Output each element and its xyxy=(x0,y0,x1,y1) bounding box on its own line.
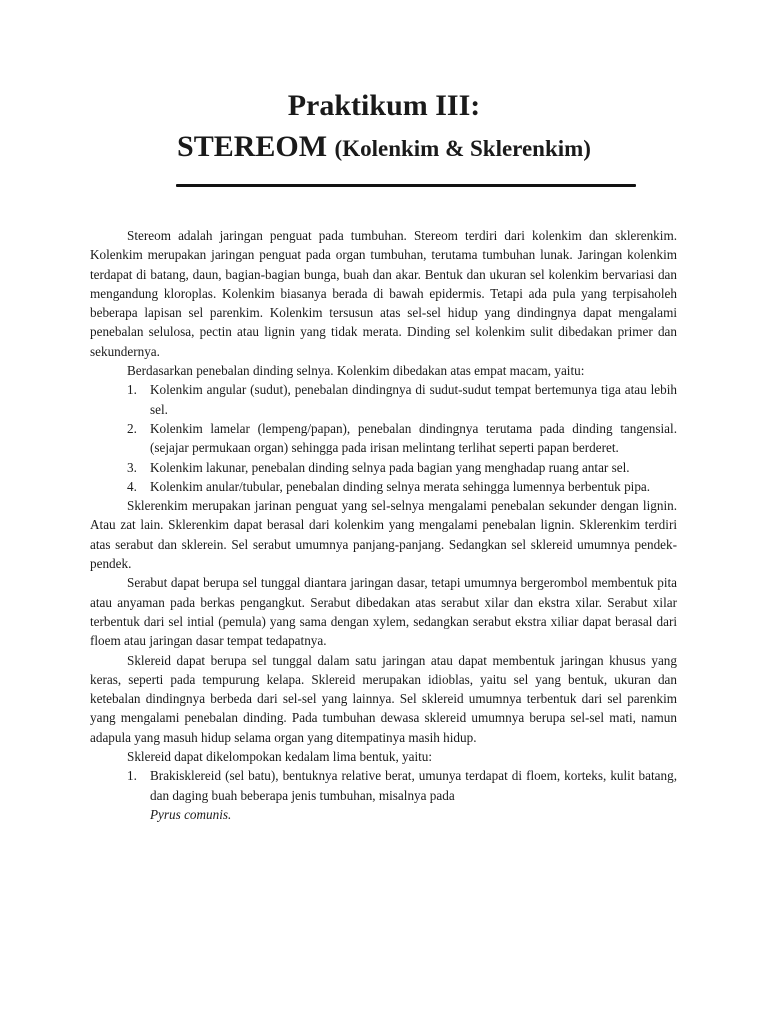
sklereid-types-list xyxy=(90,766,677,824)
species-name: Pyrus comunis. xyxy=(150,806,232,822)
paragraph-serabut: Serabut dapat berupa sel tunggal diantara jaringan dasar, tetapi umumnya bergerombol membentuk pita atau anyaman pada berkas pengangkut. Serabut dibedakan atas serabut xilar dan ekstra xilar. Serabut xilar terbentuk dari sel intial (pemula) yang sama dengan xylem, sedangkan serabut ekstra xiliar dapat berasal dari floem atau jaringan dasar tempat tedapatnya. xyxy=(90,575,677,649)
list-item-text: Kolenkim anular/tubular, penebalan dinding selnya merata sehingga lumennya berbentuk pipa. xyxy=(150,478,651,494)
list-item-number: 4. xyxy=(127,478,137,494)
list-item-text xyxy=(150,766,677,824)
list-item-number: 1. xyxy=(127,768,137,784)
paragraph-kolenkim-types-intro: Berdasarkan penebalan dinding selnya. Kolenkim dibedakan atas empat macam, yaitu: xyxy=(127,363,585,379)
title-divider xyxy=(176,184,636,187)
subtitle-main: STEREOM xyxy=(177,130,328,163)
list-item xyxy=(90,766,677,824)
list-item xyxy=(90,458,677,477)
paragraph-sklereid-types-intro: Sklereid dapat dikelompokan kedalam lima bentuk, yaitu: xyxy=(127,749,433,765)
list-item-text: Kolenkim lakunar, penebalan dinding selnya pada bagian yang menghadap ruang antar sel. xyxy=(150,459,630,475)
list-item-number: 1. xyxy=(127,382,137,398)
subtitle-parenthetical: (Kolenkim & Sklerenkim) xyxy=(334,136,591,161)
list-item xyxy=(90,419,677,458)
list-item-text: Kolenkim angular (sudut), penebalan dindingnya di sudut-sudut tempat bertemunya tiga atau lebih sel. xyxy=(150,382,677,417)
list-item-number: 2. xyxy=(127,420,137,436)
list-item xyxy=(90,380,677,419)
list-item-body: Brakisklereid (sel batu), bentuknya relative berat, umunya terdapat di floem, korteks, kulit batang, dan daging buah beberapa jenis tumbuhan, misalnya pada xyxy=(150,768,677,803)
list-item xyxy=(90,477,677,496)
paragraph-stereom-intro: Stereom adalah jaringan penguat pada tumbuhan. Stereom terdiri dari kolenkim dan sklerenkim. Kolenkim merupakan jaringan penguat pada organ tumbuhan, terutama tumbuhan lunak. Jaringan kolenkim terdapat di batang, daun, bagian-bagian bunga, buah dan akar. Bentuk dan ukuran sel kolenkim bervariasi dan mengandung kloroplas. Kolenkim biasanya berada di bawah epidermis. Tetapi ada pula yang terpisaholeh beberapa lapisan sel parenkim. Kolenkim tersusun atas sel-sel hidup yang dindingnya dapat mengalami penebalan selulosa, pectin atau lignin yang tidak merata. Dinding sel kolenkim sulit dibedakan primer dan sekundernya. xyxy=(90,228,677,359)
document-title: Praktikum III: xyxy=(287,89,481,122)
list-item-number: 3. xyxy=(127,459,137,475)
document-subtitle xyxy=(0,129,768,167)
document-body xyxy=(90,226,677,824)
list-item-text: Kolenkim lamelar (lempeng/papan), penebalan dindingnya terutama pada dinding tangensial. (sejajar permukaan organ) sehingga pada irisan melintang terlihat seperti papan berderet. xyxy=(150,420,677,456)
paragraph-sklerenkim: Sklerenkim merupakan jarinan penguat yang sel-selnya mengalami penebalan sekunder dengan lignin. Atau zat lain. Sklerenkim dapat berasal dari kolenkim yang mengalami penebalan lignin. Sklerenkim terdiri atas serabut dan sklerein. Sel serabut umumnya panjang-panjang. Sedangkan sel sklereid umumnya pendek-pendek. xyxy=(90,498,677,572)
kolenkim-types-list xyxy=(90,380,677,496)
paragraph-sklereid: Sklereid dapat berupa sel tunggal dalam satu jaringan atau dapat membentuk jaringan khusus yang keras, seperti pada tempurung kelapa. Sklereid merupakan idioblas, yaitu sel yang bentuk, ukuran dan ketebalan dindingnya berbeda dari sel-sel yang lainnya. Sel sklereid umumnya terbentuk dari sel parenkim yang mengalami penebalan dinding. Pada tumbuhan dewasa sklereid umumnya berupa sel-sel mati, namun adapula yang masuh hidup selama organ yang ditempatinya masih hidup. xyxy=(90,652,677,745)
